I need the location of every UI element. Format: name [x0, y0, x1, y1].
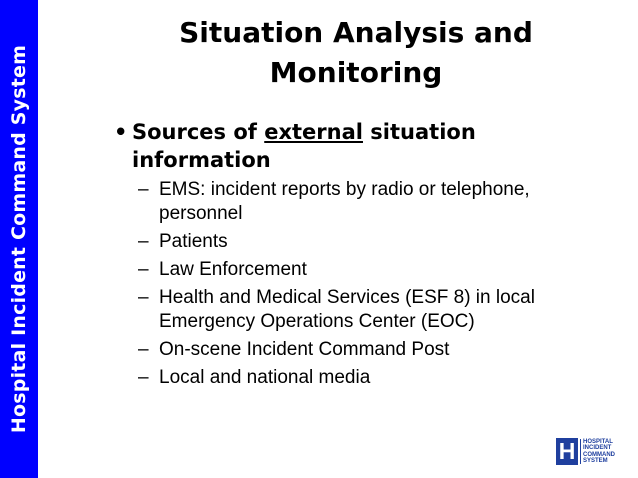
sub-bullet-item [138, 366, 618, 390]
sub-bullet-item [138, 338, 618, 362]
logo-word: SYSTEM [583, 457, 608, 464]
sub-bullet-item [138, 230, 618, 254]
logo-word: INCIDENT [583, 445, 612, 452]
slide-title [140, 13, 572, 93]
logo-word: COMMAND [583, 451, 615, 458]
sidebar-banner [0, 0, 38, 478]
hics-logo [556, 438, 618, 465]
sub-bullet-item [138, 286, 618, 334]
bullet-dot: • [114, 120, 128, 144]
logo-h-mark: H [556, 438, 578, 465]
sub-bullet-text: On-scene Incident Command Post [159, 339, 450, 360]
sub-bullet-item [138, 258, 618, 282]
sub-bullet-text: EMS: incident reports by radio or telephone, personnel [159, 179, 530, 224]
main-bullet [114, 118, 614, 174]
dash-icon: – [138, 367, 149, 388]
main-bullet-text [132, 118, 614, 174]
main-bullet-underlined-word: external [264, 120, 363, 144]
slide-title-line-2: Monitoring [269, 56, 443, 89]
main-bullet-text-start: Sources of [132, 120, 265, 144]
dash-icon: – [138, 287, 149, 308]
sub-bullet-text: Law Enforcement [159, 259, 307, 280]
sub-bullet-item [138, 178, 618, 226]
sub-bullet-text: Health and Medical Services (ESF 8) in local Emergency Operations Center (EOC) [159, 287, 535, 332]
sub-bullet-text: Local and national media [159, 367, 371, 388]
sub-bullet-text: Patients [159, 231, 228, 252]
sub-bullet-list [138, 178, 618, 394]
main-bullet-text-end: situation information [132, 120, 476, 172]
dash-icon: – [138, 259, 149, 280]
sidebar-title: Hospital Incident Command System [8, 44, 30, 434]
dash-icon: – [138, 231, 149, 252]
logo-word: HOSPITAL [583, 438, 613, 445]
logo-wordmark [580, 439, 615, 465]
dash-icon: – [138, 179, 149, 200]
dash-icon: – [138, 339, 149, 360]
slide-title-line-1: Situation Analysis and [179, 16, 533, 49]
